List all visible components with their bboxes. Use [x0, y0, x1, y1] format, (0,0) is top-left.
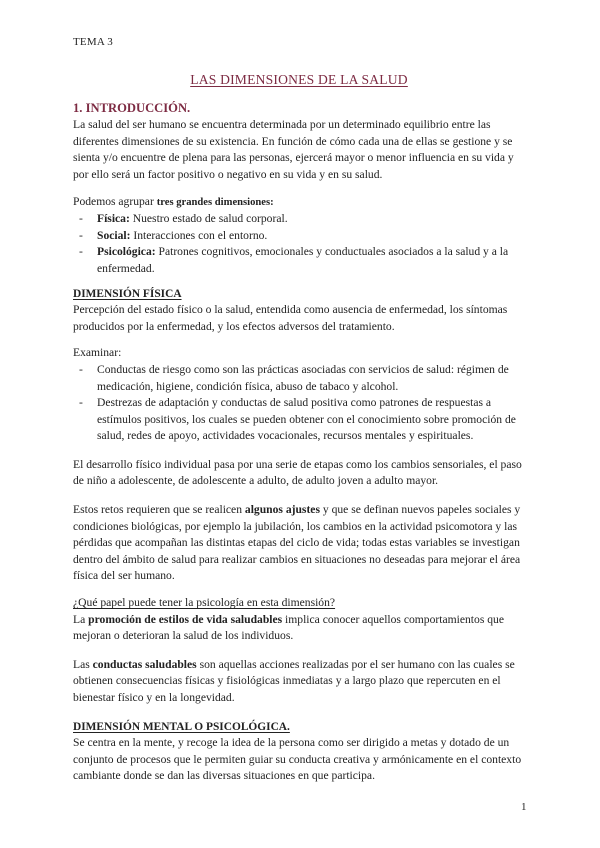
document-title: LAS DIMENSIONES DE LA SALUD: [190, 72, 408, 87]
retos-paragraph: [73, 502, 525, 585]
header-label: TEMA 3: [73, 36, 114, 48]
promocion-text-rest: implica conocer aquellos comportamientos que mejoran o deterioran la salud de los individuos.: [73, 612, 504, 643]
retos-text-rest: y que se definan nuevos papeles sociales y condiciones biológicas, por ejemplo la jubilación, los cambios en la actividad psicomotora y las pérdidas que acompañan las distintas etapas del ciclo de vida; todas estas variables se investigan dentro del ámbito de salud para realizar cambios en situaciones no deseadas para mejorar el área física del ser humano.: [73, 503, 521, 583]
promocion-bold: promoción de estilos de vida saludables: [88, 612, 283, 626]
conductas-text-rest: son aquellas acciones realizadas por el ser humano con las cuales se obtienen consecuencias físicas y fisiológicas inmediatas y a largo plazo que repercuten en el bienestar físico y en la longevidad.: [73, 657, 515, 704]
retos-bold: algunos ajustes: [244, 503, 320, 517]
intro-heading: 1. INTRODUCCIÓN.: [73, 100, 191, 115]
examinar-label: Examinar:: [73, 346, 122, 360]
fisica-definition: Percepción del estado físico o la salud, entendida como ausencia de enfermedad, los síntomas producidos por la enfermedad, y los efectos adversos del tratamiento.: [73, 303, 508, 333]
fisica-heading: DIMENSIÓN FÍSICA: [73, 287, 182, 300]
desarrollo-paragraph: El desarrollo físico individual pasa por una serie de etapas como los cambios sensoriales, el paso de niño a adolescente, de adolescente a adulto, de adulto joven a adulto mayor.: [73, 457, 522, 488]
dimension-desc: Nuestro estado de salud corporal.: [129, 212, 288, 226]
document-body: [73, 72, 525, 785]
dimension-item-psicologica: [97, 244, 525, 277]
conductas-text: Las: [73, 657, 93, 671]
dimension-term: Psicológica:: [97, 245, 156, 259]
dimensions-lead: [73, 194, 525, 212]
promocion-text: La: [73, 612, 89, 626]
conductas-paragraph: [73, 657, 525, 707]
dimensions-list: [73, 211, 525, 277]
examinar-item-destrezas: - Destrezas de adaptación y conductas de salud positiva como patrones de respuestas a estímulos positivos, los cuales se pueden obtener con el conocimiento sobre promoción de salud, redes de apoyo, actividades vocacionales, recursos mentales y espirituales.: [97, 395, 525, 445]
dimensions-lead-bold: tres grandes dimensiones:: [156, 196, 274, 208]
psychology-question: ¿Qué papel puede tener la psicología en esta dimensión?: [73, 596, 336, 610]
page-number: 1: [521, 801, 527, 813]
dimension-desc: Patrones cognitivos, emocionales y conductuales asociados a la salud y a la enfermedad.: [97, 245, 509, 275]
examinar-item-riesgo: - Conductas de riesgo como son las prácticas asociadas con servicios de salud: régimen de medicación, higiene, condición física, abuso de tabaco y alcohol.: [97, 362, 525, 395]
dimension-item-social: [97, 228, 525, 245]
promocion-paragraph: [73, 612, 525, 645]
conductas-bold: conductas saludables: [92, 657, 197, 671]
examinar-list: [73, 362, 525, 445]
retos-text: Estos retos requieren que se realicen: [73, 503, 245, 517]
mental-heading: DIMENSIÓN MENTAL O PSICOLÓGICA.: [73, 720, 290, 733]
mental-paragraph: Se centra en la mente, y recoge la idea de la persona como ser dirigido a metas y dotado de un conjunto de procesos que le permiten guiar su conducta creativa y armónicamente en el contexto cambiante donde se dan las diversas situaciones en que participa.: [73, 736, 522, 783]
intro-paragraph: La salud del ser humano se encuentra determinada por un determinado equilibrio entre las diferentes dimensiones de su existencia. En función de cómo cada una de ellas se gestione y se sienta y/o encuentre de plena para las personas, ejercerá mayor o menor influencia en su vida y por ello será un factor positivo o negativo en su vida y en su salud.: [73, 118, 514, 181]
dimension-desc: Interacciones con el entorno.: [130, 228, 268, 242]
dimension-term: Física:: [97, 212, 130, 226]
dimensions-lead-text: Podemos agrupar: [73, 194, 157, 208]
dimension-term: Social:: [97, 228, 131, 242]
dimension-item-fisica: [97, 211, 525, 228]
